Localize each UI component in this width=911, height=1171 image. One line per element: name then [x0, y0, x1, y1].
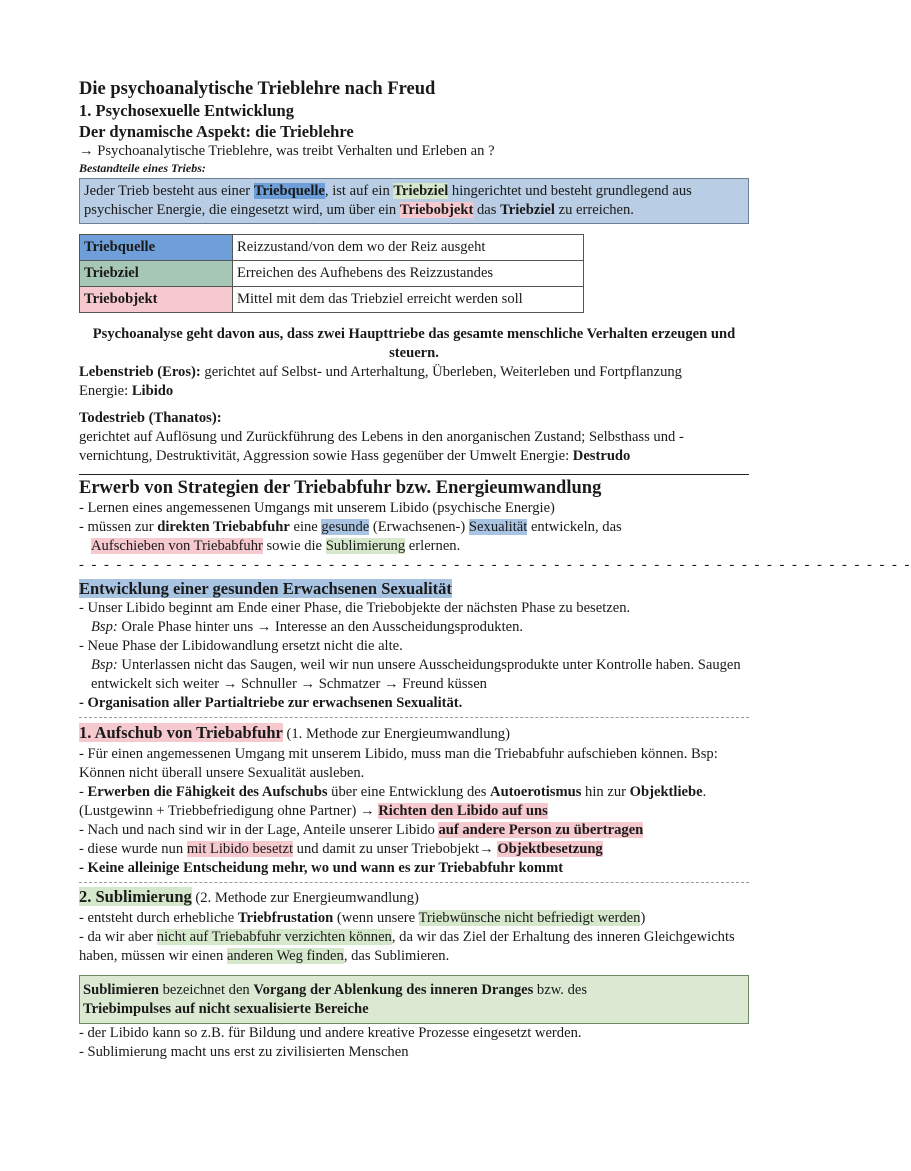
text: Orale Phase hinter uns → Interesse an den Ausscheidungsprodukten.	[117, 619, 524, 635]
text: (wenn unsere	[333, 910, 419, 926]
text: Aufschieben von Triebabfuhr	[91, 538, 263, 554]
table-row	[80, 235, 584, 261]
text: gerichtet auf Selbst- und Arterhaltung, Überleben, Weiterleben und Fortpflanzung	[200, 364, 682, 380]
text: , ist auf ein	[324, 183, 394, 199]
thanatos-energy: Destrudo	[572, 448, 631, 464]
list-item: - Neue Phase der Libidowandlung ersetzt nicht die alte.	[79, 638, 403, 654]
text: hin zur	[581, 784, 630, 800]
list-item: - Sublimierung macht uns erst zu zivilisierten Menschen	[79, 1044, 409, 1060]
text: - Nach und nach sind wir in der Lage, Anteile unserer Libido	[79, 822, 439, 838]
terms-table	[79, 234, 584, 313]
table-row	[80, 261, 584, 287]
text: Autoerotismus	[490, 784, 582, 800]
text: Objektbesetzung	[497, 841, 603, 857]
text: -	[79, 784, 88, 800]
list-item	[79, 537, 749, 556]
text: (1. Methode zur Energieumwandlung)	[282, 726, 510, 742]
list-item: - Unser Libido beginnt am Ende einer Phase, die Triebobjekte der nächsten Phase zu besetzen.	[79, 600, 631, 616]
parts-label: Bestandteile eines Triebs:	[79, 161, 206, 175]
text: gerichtet auf Auflösung und Zurückführung des Lebens in den anorganischen Zustand; Selbsthass und -vernichtung, Destruktivität, Aggression sowie Hass gegenüber der Umwelt Energie:	[79, 429, 684, 464]
text: (2. Methode zur Energieumwandlung)	[191, 890, 419, 906]
definition-box	[79, 178, 749, 224]
list-item	[79, 821, 749, 840]
divider	[79, 474, 749, 475]
table-definition: Erreichen des Aufhebens des Reizzustandes	[233, 261, 584, 287]
text: Bsp:	[91, 657, 118, 673]
text: zu erreichen.	[554, 202, 634, 218]
text: Triebimpulses auf nicht sexualisierte Bereiche	[83, 1001, 369, 1017]
strategies-heading: Erwerb von Strategien der Triebabfuhr bzw. Energieumwandlung	[79, 478, 602, 498]
aufschub-heading	[79, 722, 749, 745]
text: anderen Weg finden	[226, 948, 344, 964]
text: Sexualität	[468, 519, 528, 535]
text: gesunde	[321, 519, 370, 535]
list-item	[79, 518, 749, 537]
text: nicht auf Triebabfuhr verzichten können	[156, 929, 392, 945]
list-item	[79, 840, 749, 859]
text: bezeichnet den	[158, 982, 254, 998]
text: - müssen zur	[79, 519, 158, 535]
list-item: - der Libido kann so z.B. für Bildung und andere kreative Prozesse eingesetzt werden.	[79, 1025, 582, 1041]
text: Sublimieren	[83, 982, 159, 998]
text: 2. Sublimierung	[79, 887, 192, 906]
document-title: Die psychoanalytische Trieblehre nach Freud	[79, 79, 436, 99]
list-item: - Lernen eines angemessenen Umgangs mit unserem Libido (psychische Energie)	[79, 500, 555, 516]
text: , das Sublimieren.	[343, 948, 450, 964]
text: hingerichtet und besteht grundlegend aus psychischer Energie, die eingesetzt wird, um über ein	[84, 183, 692, 218]
document-page	[79, 78, 911, 1062]
sub-heading: Der dynamische Aspekt: die Trieblehre	[79, 122, 354, 141]
text: Energie:	[79, 383, 132, 399]
thanatos-label	[79, 409, 749, 428]
text: über eine Entwicklung des	[327, 784, 491, 800]
text: eine	[289, 519, 322, 535]
list-item: - Keine alleinige Entscheidung mehr, wo und wann es zur Triebabfuhr kommt	[79, 860, 564, 876]
term-triebquelle: Triebquelle	[253, 183, 325, 199]
table-term: Triebquelle	[80, 235, 233, 261]
development-heading	[79, 578, 749, 599]
list-item	[79, 656, 749, 694]
text: Bsp:	[91, 619, 118, 635]
term-triebobjekt: Triebobjekt	[399, 202, 474, 218]
table-term: Triebobjekt	[80, 287, 233, 313]
dashed-divider: - - - - - - - - - - - - - - - - - - - - - - - - - - - - - - - - - - - - - - - - - - - - - - - - - - - - - - - - - - - - - - - - - - -	[79, 557, 911, 573]
text: . (Lustgewinn + Triebbefriedigung ohne Partner) →	[79, 784, 707, 819]
list-item: - Für einen angemessenen Umgang mit unserem Libido, muss man die Triebabfuhr aufschieben können. Bsp: Können nicht überall unsere Sexualität ausleben.	[79, 746, 718, 781]
term-triebziel-2: Triebziel	[500, 202, 555, 218]
text: Todestrieb (Thanatos):	[79, 410, 222, 426]
text: (Erwachsenen-)	[369, 519, 469, 535]
sublimierung-heading	[79, 886, 749, 909]
dotted-divider	[79, 882, 749, 883]
text: Richten den Libido auf uns	[378, 803, 548, 819]
text: - entsteht durch erhebliche	[79, 910, 238, 926]
text: Jeder Trieb besteht aus einer	[84, 183, 254, 199]
text: , da wir das Ziel der Erhaltung des inneren Gleichgewichts haben, müssen wir einen	[79, 929, 735, 964]
text: )	[640, 910, 646, 926]
text: Sublimierung	[325, 538, 406, 554]
eros-label: Lebenstrieb (Eros):	[79, 364, 201, 380]
thesis-statement: Psychoanalyse geht davon aus, dass zwei Haupttriebe das gesamte menschliche Verhalten erzeugen und steuern.	[92, 326, 736, 361]
text: Triebfrustation	[237, 910, 334, 926]
eros-energy: Libido	[131, 383, 174, 399]
list-item: - Organisation aller Partialtriebe zur erwachsenen Sexualität.	[79, 695, 463, 711]
text: 1. Aufschub von Triebabfuhr	[79, 723, 283, 742]
text: Vorgang der Ablenkung des inneren Dranges	[253, 982, 534, 998]
text: sowie die	[262, 538, 326, 554]
text: Triebwünsche nicht befriedigt werden	[418, 910, 641, 926]
text: Unterlassen nicht das Saugen, weil wir nun unsere Ausscheidungsprodukte unter Kontrolle haben. Saugen entwickelt sich weiter → Schnuller → Schmatzer → Freund küssen	[91, 657, 741, 692]
text: Entwicklung einer gesunden Erwachsenen Sexualität	[79, 579, 452, 598]
text: direkten Triebabfuhr	[157, 519, 290, 535]
dotted-divider	[79, 717, 749, 718]
text: Objektliebe	[629, 784, 703, 800]
text: bzw. des	[533, 982, 588, 998]
text: und damit zu unser Triebobjekt→	[293, 841, 498, 857]
table-definition: Mittel mit dem das Triebziel erreicht werden soll	[233, 287, 584, 313]
list-item	[79, 928, 749, 966]
guiding-question: → Psychoanalytische Trieblehre, was treibt Verhalten und Erleben an ?	[79, 143, 495, 159]
list-item	[79, 783, 749, 821]
sublimation-definition-box	[79, 975, 749, 1024]
section-heading: 1. Psychosexuelle Entwicklung	[79, 101, 294, 120]
term-triebziel: Triebziel	[393, 183, 449, 199]
thanatos-paragraph	[79, 428, 749, 466]
list-item	[79, 618, 749, 637]
text: erlernen.	[405, 538, 461, 554]
table-row	[80, 287, 584, 313]
text: das	[473, 202, 501, 218]
table-term: Triebziel	[80, 261, 233, 287]
table-definition: Reizzustand/von dem wo der Reiz ausgeht	[233, 235, 584, 261]
eros-paragraph	[79, 363, 749, 401]
list-item	[79, 909, 749, 928]
text: - diese wurde nun	[79, 841, 187, 857]
text: Erwerben die Fähigkeit des Aufschubs	[87, 784, 328, 800]
text: - da wir aber	[79, 929, 157, 945]
text: auf andere Person zu übertragen	[438, 822, 644, 838]
text: entwickeln, das	[527, 519, 622, 535]
text: mit Libido besetzt	[186, 841, 294, 857]
